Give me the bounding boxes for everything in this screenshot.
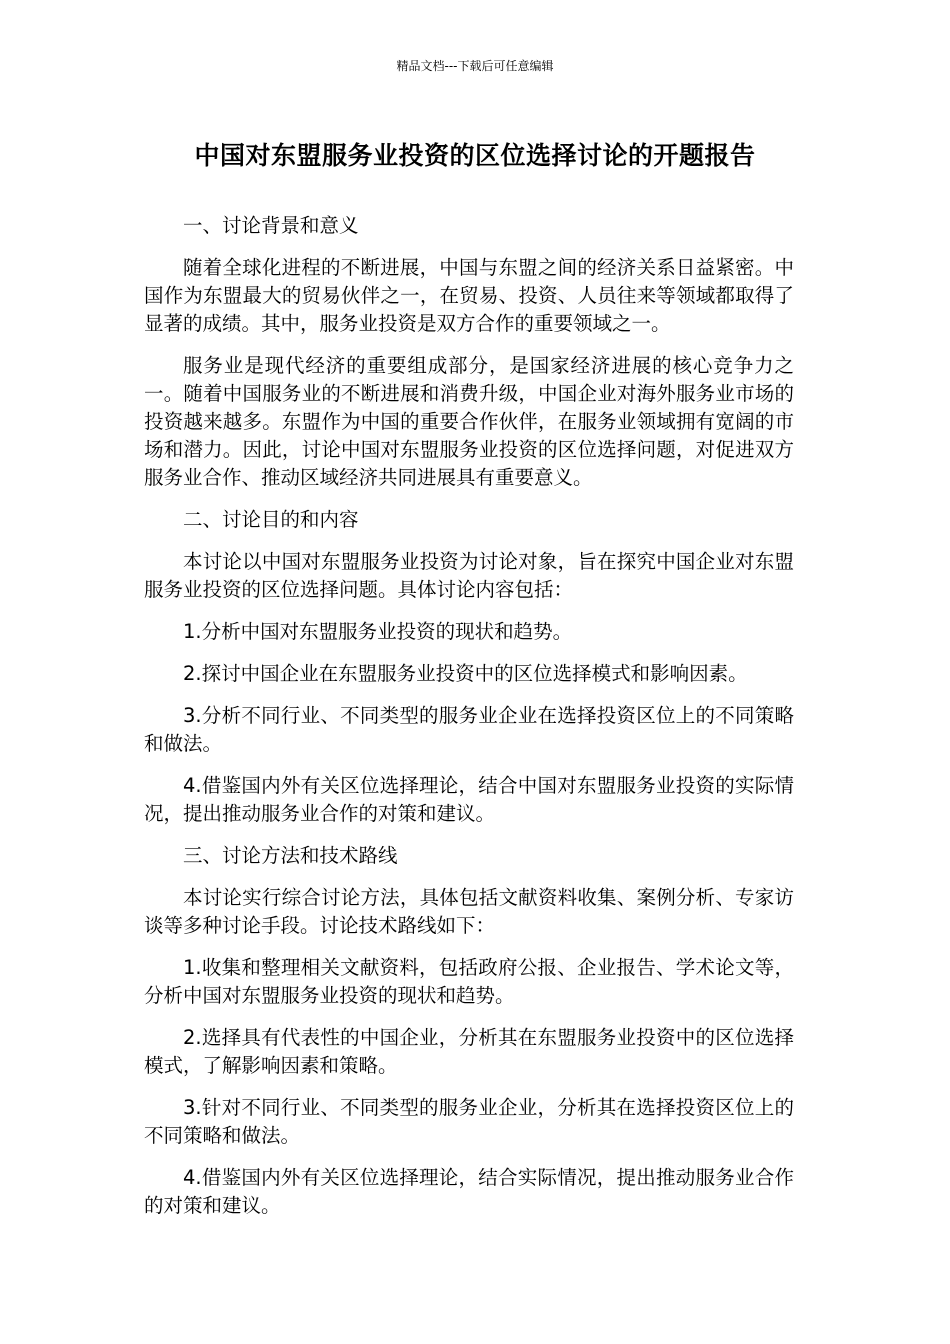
paragraph: 服务业是现代经济的重要组成部分，是国家经济进展的核心竞争力之一。随着中国服务业的不断进展和消费升级，中国企业对海外服务业市场的投资越来越多。东盟作为中国的重要合作伙伴，在服务业领域拥有宽阔的市场和潜力。因此，讨论中国对东盟服务业投资的区位选择问题，对促进双方服务业合作、推动区域经济共同进展具有重要意义。 bbox=[144, 354, 794, 489]
list-item: 1.分析中国对东盟服务业投资的现状和趋势。 bbox=[183, 620, 573, 643]
list-item: 4.借鉴国内外有关区位选择理论，结合中国对东盟服务业投资的实际情况，提出推动服务业合作的对策和建议。 bbox=[144, 774, 794, 825]
section-heading-background: 一、讨论背景和意义 bbox=[183, 214, 359, 237]
section-heading-methods: 三、讨论方法和技术路线 bbox=[183, 844, 398, 867]
document-title: 中国对东盟服务业投资的区位选择讨论的开题报告 bbox=[194, 141, 756, 170]
paragraph: 本讨论以中国对东盟服务业投资为讨论对象，旨在探究中国企业对东盟服务业投资的区位选择问题。具体讨论内容包括： bbox=[144, 550, 794, 601]
list-item: 3.分析不同行业、不同类型的服务业企业在选择投资区位上的不同策略和做法。 bbox=[144, 704, 794, 755]
document-body bbox=[144, 212, 794, 1234]
list-item: 4.借鉴国内外有关区位选择理论，结合实际情况，提出推动服务业合作的对策和建议。 bbox=[144, 1166, 794, 1217]
paragraph: 随着全球化进程的不断进展，中国与东盟之间的经济关系日益紧密。中国作为东盟最大的贸易伙伴之一，在贸易、投资、人员往来等领域都取得了显著的成绩。其中，服务业投资是双方合作的重要领域之一。 bbox=[144, 256, 794, 335]
paragraph: 本讨论实行综合讨论方法，具体包括文献资料收集、案例分析、专家访谈等多种讨论手段。讨论技术路线如下： bbox=[144, 886, 794, 937]
list-item: 3.针对不同行业、不同类型的服务业企业，分析其在选择投资区位上的不同策略和做法。 bbox=[144, 1096, 794, 1147]
list-item: 1.收集和整理相关文献资料，包括政府公报、企业报告、学术论文等，分析中国对东盟服务业投资的现状和趋势。 bbox=[144, 956, 794, 1007]
header-note: 精品文档---下载后可任意编辑 bbox=[396, 59, 554, 73]
list-item: 2.选择具有代表性的中国企业，分析其在东盟服务业投资中的区位选择模式，了解影响因素和策略。 bbox=[144, 1026, 794, 1077]
section-heading-objectives: 二、讨论目的和内容 bbox=[183, 508, 359, 531]
list-item: 2.探讨中国企业在东盟服务业投资中的区位选择模式和影响因素。 bbox=[183, 662, 748, 685]
